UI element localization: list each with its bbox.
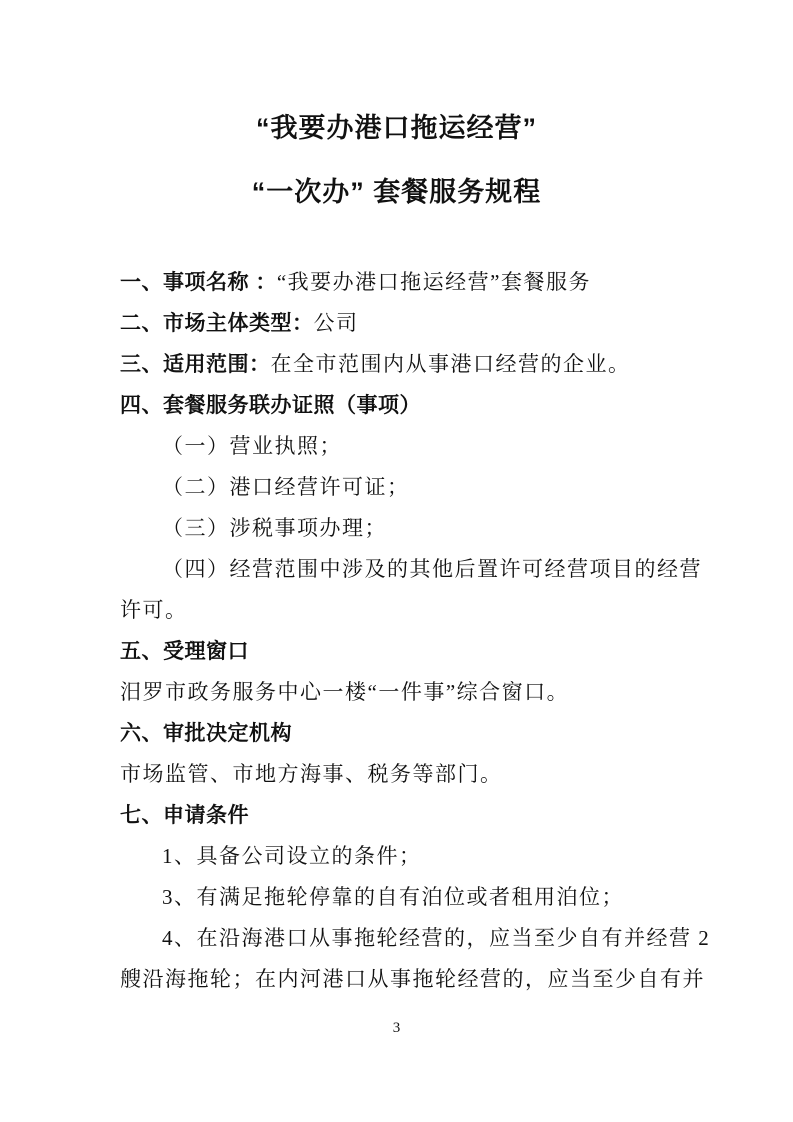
section-2-heading: 二、市场主体类型： [120,312,314,335]
section-5-heading: 五、受理窗口 [120,640,249,663]
section-1-item-name [120,262,676,303]
section-4-heading: 四、套餐服务联办证照（事项） [120,394,421,417]
section-5-body-text: 汨罗市政务服务中心一楼“一件事”综合窗口。 [120,680,570,704]
section-6-body [120,754,676,795]
license-item-1-text: （一）营业执照； [162,434,342,458]
license-item-4-continuation-text: 许可。 [120,598,188,622]
condition-item-4 [120,918,711,959]
section-5-body [120,672,676,713]
section-6-approval-authority [120,713,676,754]
section-4-package-licenses [120,385,676,426]
section-1-value: “我要办港口拖运经营”套餐服务 [276,270,591,294]
license-item-1 [120,426,676,467]
condition-item-3-text: 3、有满足拖轮停靠的自有泊位或者租用泊位； [162,885,624,909]
section-2-entity-type [120,303,676,344]
section-1-heading: 一、事项名称 ： [120,271,277,294]
license-item-3 [120,508,676,549]
document-title [0,96,793,224]
section-3-value: 在全市范围内从事港口经营的企业。 [270,352,631,376]
section-7-heading: 七、申请条件 [120,804,249,827]
license-item-4-text: （四）经营范围中涉及的其他后置许可经营项目的经营 [162,557,702,581]
condition-item-3 [120,877,676,918]
condition-item-1-text: 1、具备公司设立的条件； [162,844,422,868]
section-7-application-conditions [120,795,676,836]
section-5-acceptance-window [120,631,676,672]
license-item-3-text: （三）涉税事项办理； [162,516,387,540]
license-item-2-text: （二）港口经营许可证； [162,475,410,499]
license-item-4-continuation [120,590,676,631]
page-number: 3 [392,1020,401,1036]
condition-item-4-continuation-text: 艘沿海拖轮；在内河港口从事拖轮经营的，应当至少自有并 [120,967,705,991]
section-3-scope [120,344,676,385]
condition-item-4-text: 4、在沿海港口从事拖轮经营的，应当至少自有并经营 2 [162,926,711,950]
condition-item-1 [120,836,676,877]
section-6-heading: 六、审批决定机构 [120,722,292,745]
document-body [120,262,711,1000]
license-item-4 [120,549,702,590]
section-3-heading: 三、适用范围： [120,353,271,376]
title-line-1: “我要办港口拖运经营” [256,113,537,143]
condition-item-4-continuation [120,959,705,1000]
section-2-value: 公司 [313,311,359,335]
title-line-2: “一次办” 套餐服务规程 [251,177,542,207]
license-item-2 [120,467,676,508]
section-6-body-text: 市场监管、市地方海事、税务等部门。 [120,762,503,786]
